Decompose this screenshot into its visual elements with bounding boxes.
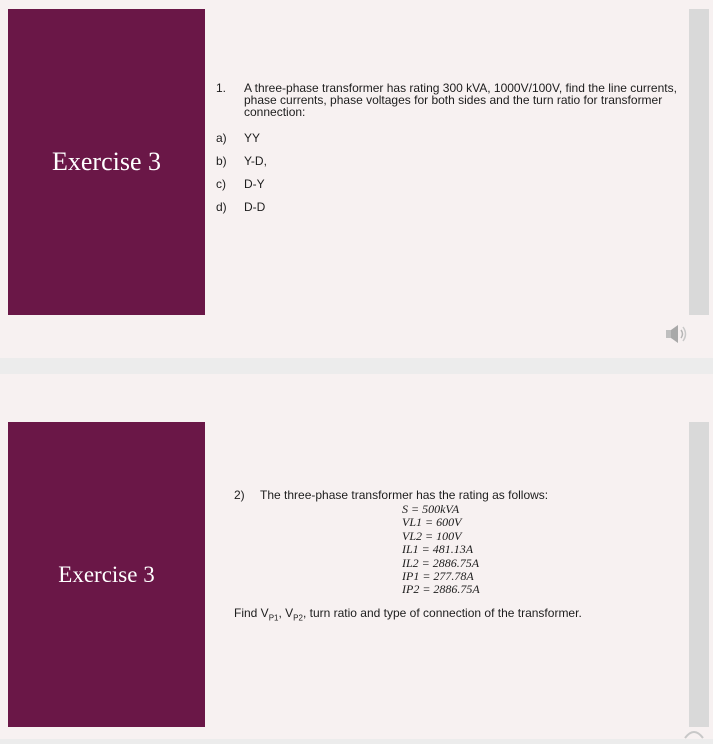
question-1 <box>216 82 678 218</box>
equation: VL1 = 600V <box>402 515 462 530</box>
option-letter: c) <box>216 176 226 191</box>
option-letter: b) <box>216 153 227 168</box>
option-item <box>216 172 678 195</box>
sound-wave-icon <box>683 726 705 739</box>
equation: IP2 = 2886.75A <box>402 582 480 597</box>
scrollbar[interactable] <box>689 9 709 315</box>
find-instruction <box>234 606 654 622</box>
options-list <box>216 126 678 218</box>
panel-title: Exercise 3 <box>51 147 161 176</box>
find-sub-1: P1 <box>268 613 279 623</box>
find-mid: , V <box>278 605 294 620</box>
question-text: A three-phase transformer has rating 300 kVA, 1000V/100V, find the line currents, phase currents, phase voltages for both sides and the turn ratio for transformer connection: <box>244 81 677 119</box>
title-panel <box>8 9 205 315</box>
option-text: YY <box>244 130 261 145</box>
slide-2 <box>0 374 713 739</box>
equation: IL1 = 481.13A <box>402 542 474 557</box>
equation: VL2 = 100V <box>402 528 462 543</box>
option-text: D-Y <box>244 176 265 191</box>
find-prefix: Find V <box>234 605 269 620</box>
option-text: D-D <box>244 199 266 214</box>
speaker-icon[interactable] <box>663 323 691 345</box>
scrollbar[interactable] <box>689 422 709 727</box>
option-item <box>216 126 678 149</box>
slide-1 <box>0 0 713 358</box>
find-suffix: , turn ratio and type of connection of the transformer. <box>302 605 582 620</box>
find-sub-2: P2 <box>293 613 303 623</box>
option-text: Y-D, <box>244 153 267 168</box>
option-letter: d) <box>216 199 227 214</box>
question-2 <box>234 488 654 622</box>
title-panel <box>8 422 205 727</box>
question-number: 1. <box>216 81 227 95</box>
question-text: The three-phase transformer has the rating as follows: <box>260 488 549 502</box>
equation-list <box>402 503 654 597</box>
equation: IP1 = 277.78A <box>402 569 474 584</box>
option-letter: a) <box>216 130 227 145</box>
panel-title: Exercise 3 <box>58 561 155 587</box>
equation: IL2 = 2886.75A <box>402 555 480 570</box>
option-item <box>216 195 678 218</box>
question-number: 2) <box>234 488 245 502</box>
equation: S = 500kVA <box>402 502 460 516</box>
option-item <box>216 149 678 172</box>
